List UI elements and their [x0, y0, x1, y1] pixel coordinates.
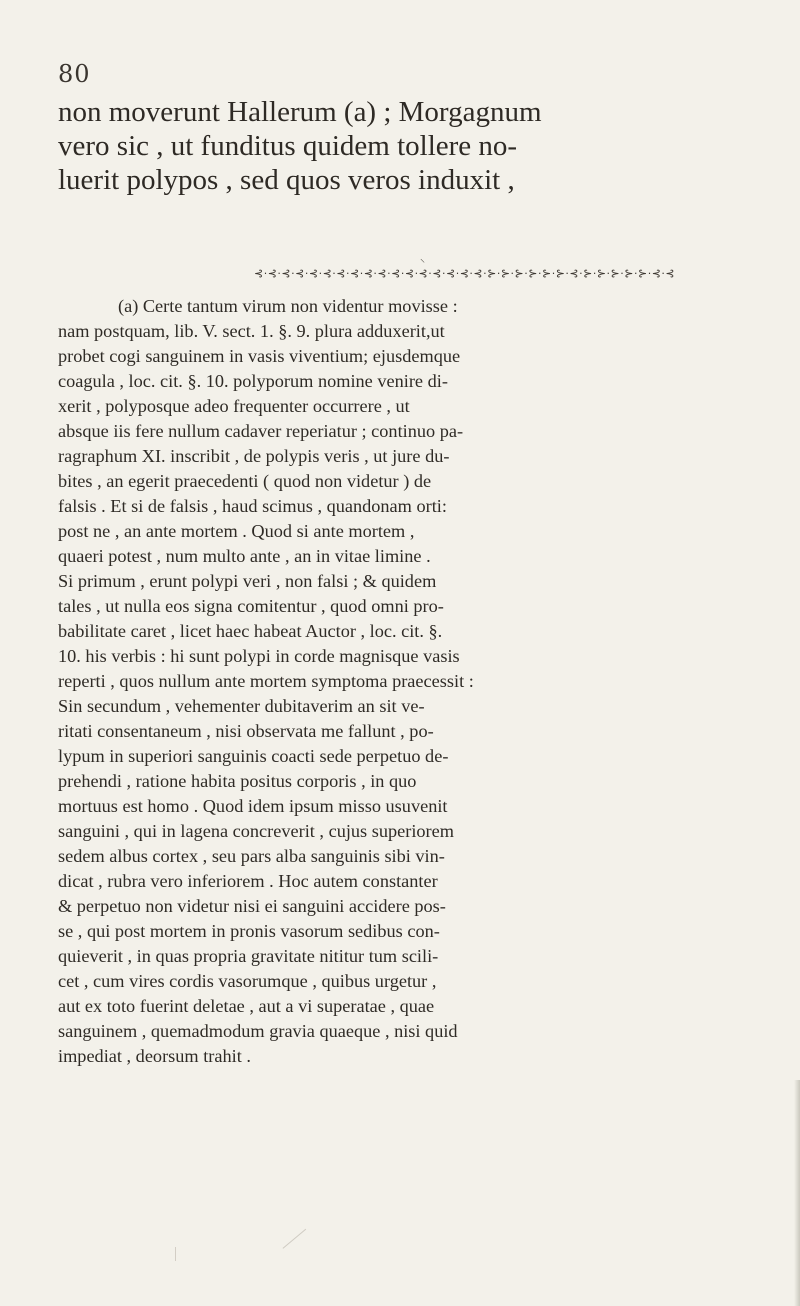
footnote-line: se , qui post mortem in pronis vasorum sedibus con- [58, 921, 440, 941]
footnote-line: coagula , loc. cit. §. 10. polyporum nomine venire di- [58, 371, 448, 391]
footnote-line: absque iis fere nullum cadaver reperiatur ; continuo pa- [58, 421, 464, 441]
footnote-line: Sin secundum , vehementer dubitaverim an sit ve- [58, 696, 425, 716]
footnote-line: ragraphum XI. inscribit , de polypis veris , ut jure du- [58, 446, 450, 466]
ornament-mark: ⸌ [420, 258, 425, 269]
main-text-line: non moverunt Hallerum (a) ; Morgagnum [58, 96, 542, 128]
footnote-line: 10. his verbis : hi sunt polypi in corde magnisque vasis [58, 646, 460, 666]
ornamental-rule: ⊰·⊰·⊰·⊰·⊰·⊰·⊰·⊰·⊰·⊰·⊰·⊰·⊰·⊰·⊰·⊰·⊰·⊱·⊱·⊱·⊱·⊱·⊱·⊰·⊱·⊱·⊱·⊱·⊱·⊰·⊰ [254, 267, 676, 280]
footnote-line: impediat , deorsum trahit . [58, 1046, 251, 1066]
footnote-line: probet cogi sanguinem in vasis viventium; ejusdemque [58, 346, 461, 366]
main-text-line: luerit polypos , sed quos veros induxit , [58, 164, 515, 196]
footnote-line: quieverit , in quas propria gravitate nititur tum scili- [58, 946, 439, 966]
footnote-line: tales , ut nulla eos signa comitentur , quod omni pro- [58, 596, 444, 616]
footnote-line: xerit , polyposque adeo frequenter occurrere , ut [58, 396, 410, 416]
footnote-line: falsis . Et si de falsis , haud scimus , quandonam orti: [58, 496, 447, 516]
footnote-line: sanguinem , quemadmodum gravia quaeque , nisi quid [58, 1021, 458, 1041]
footnote-line: reperti , quos nullum ante mortem symptoma praecessit : [58, 671, 474, 691]
footnote-line: quaeri potest , num multo ante , an in vitae limine . [58, 546, 431, 566]
footnote-line: nam postquam, lib. V. sect. 1. §. 9. plura adduxerit,ut [58, 321, 445, 341]
page-number: 80 [58, 60, 91, 88]
footnote-line: babilitate caret , licet haec habeat Auctor , loc. cit. §. [58, 621, 443, 641]
footnote-line: mortuus est homo . Quod idem ipsum misso usuvenit [58, 796, 448, 816]
footnote [58, 294, 748, 1069]
paper-speck [283, 1229, 308, 1251]
page-edge-shadow [794, 1080, 800, 1306]
footnote-line: lypum in superiori sanguinis coacti sede perpetuo de- [58, 746, 449, 766]
footnote-line: cet , cum vires cordis vasorumque , quibus urgetur , [58, 971, 437, 991]
footnote-line: dicat , rubra vero inferiorem . Hoc autem constanter [58, 871, 438, 891]
footnote-line: aut ex toto fuerint deletae , aut a vi superatae , quae [58, 996, 435, 1016]
footnote-line: sanguini , qui in lagena concreverit , cujus superiorem [58, 821, 454, 841]
footnote-line: bites , an egerit praecedenti ( quod non videtur ) de [58, 471, 432, 491]
footnote-line: & perpetuo non videtur nisi ei sanguini accidere pos- [58, 896, 446, 916]
footnote-line: ritati consentaneum , nisi observata me fallunt , po- [58, 721, 434, 741]
main-text [58, 95, 738, 197]
footnote-line: sedem albus cortex , seu pars alba sanguinis sibi vin- [58, 846, 445, 866]
paper-speck [175, 1247, 176, 1261]
footnote-line: prehendi , ratione habita positus corporis , in quo [58, 771, 417, 791]
main-text-line: vero sic , ut funditus quidem tollere no- [58, 130, 518, 162]
footnote-line: Si primum , erunt polypi veri , non falsi ; & quidem [58, 571, 437, 591]
footnote-line: (a) Certe tantum virum non videntur movisse : [118, 296, 458, 316]
footnote-line: post ne , an ante mortem . Quod si ante mortem , [58, 521, 415, 541]
